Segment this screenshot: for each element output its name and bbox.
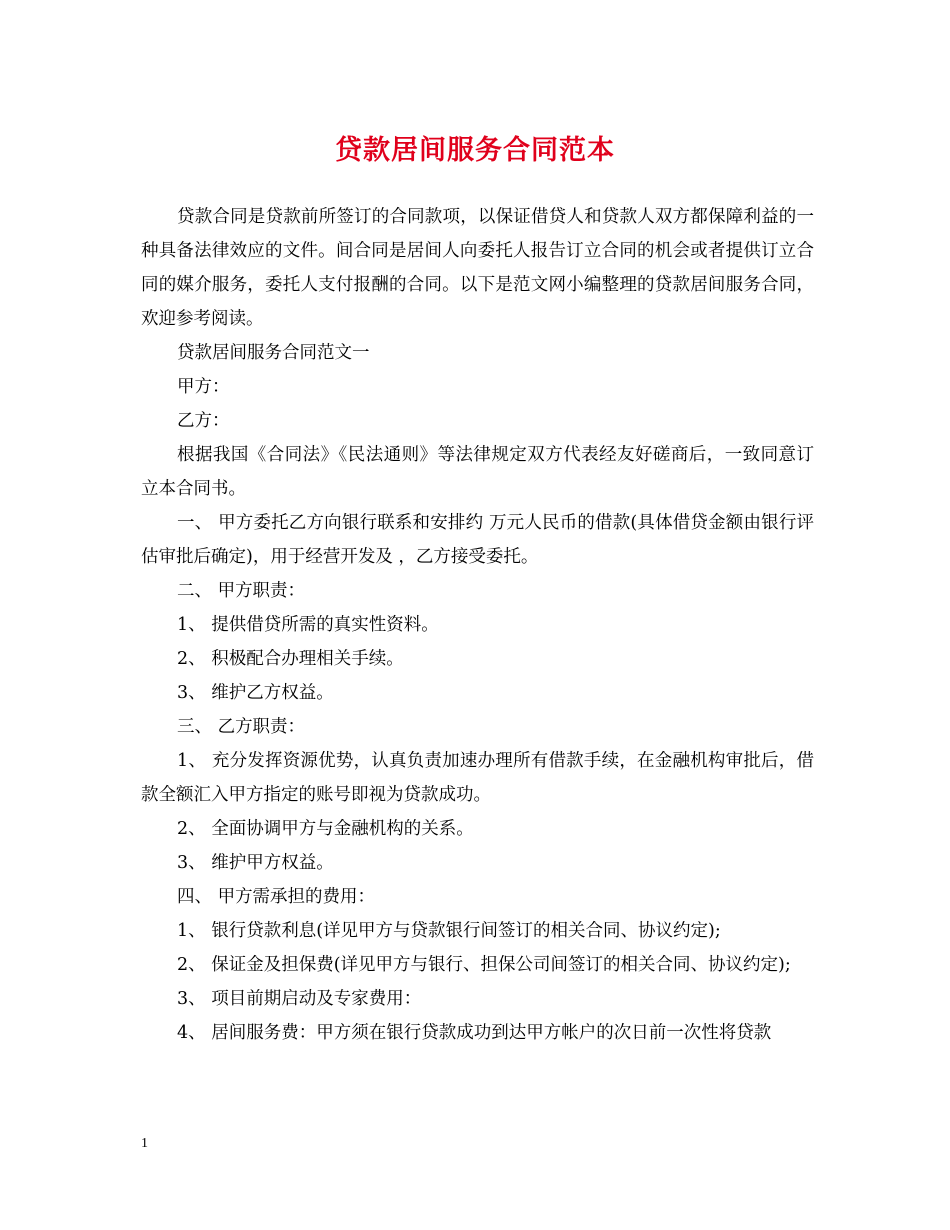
paragraph-preamble: 根据我国《合同法》《民法通则》等法律规定双方代表经友好磋商后，一致同意订立本合同书。: [141, 445, 814, 499]
paragraph-party-a: 甲方：: [177, 377, 230, 397]
page-number: 1: [141, 1136, 148, 1151]
paragraph-clause-2-item-1: 1、 提供借贷所需的真实性资料。: [177, 615, 439, 635]
paragraph-clause-3-item-1: 1、 充分发挥资源优势，认真负责加速办理所有借款手续，在金融机构审批后，借款全额汇入甲方指定的账号即视为贷款成功。: [141, 751, 814, 805]
paragraph-clause-3-heading: 三、 乙方职责：: [177, 717, 306, 737]
document-title: 贷款居间服务合同范本: [335, 135, 615, 166]
paragraph-clause-4-item-1: 1、 银行贷款利息(详见甲方与贷款银行间签订的相关合同、协议约定);: [177, 921, 721, 941]
paragraph-clause-3-item-3: 3、 维护甲方权益。: [177, 853, 334, 873]
paragraph-clause-1: 一、 甲方委托乙方向银行联系和安排约 万元人民币的借款(具体借贷金额由银行评估审批后确定)，用于经营开发及 ，乙方接受委托。: [141, 513, 814, 567]
paragraph-clause-4-heading: 四、 甲方需承担的费用：: [177, 887, 376, 907]
paragraph-intro: 贷款合同是贷款前所签订的合同款项，以保证借贷人和贷款人双方都保障利益的一种具备法律效应的文件。间合同是居间人向委托人报告订立合同的机会或者提供订立合同的媒介服务，委托人支付报酬的合同。以下是范文网小编整理的贷款居间服务合同，欢迎参考阅读。: [141, 207, 814, 329]
paragraph-clause-3-item-2: 2、 全面协调甲方与金融机构的关系。: [177, 819, 474, 839]
paragraph-clause-4-item-2: 2、 保证金及担保费(详见甲方与银行、担保公司间签订的相关合同、协议约定);: [177, 955, 791, 975]
paragraph-clause-2-item-2: 2、 积极配合办理相关手续。: [177, 649, 404, 669]
paragraph-clause-2-item-3: 3、 维护乙方权益。: [177, 683, 334, 703]
paragraph-sample-heading: 贷款居间服务合同范文一: [177, 343, 370, 363]
paragraph-clause-4-item-3: 3、 项目前期启动及专家费用：: [177, 989, 422, 1009]
paragraph-party-b: 乙方：: [177, 411, 230, 431]
paragraph-clause-4-item-4: 4、 居间服务费：甲方须在银行贷款成功到达甲方帐户的次日前一次性将贷款: [177, 1023, 772, 1043]
document-body: [141, 200, 814, 1050]
paragraph-clause-2-heading: 二、 甲方职责：: [177, 581, 306, 601]
